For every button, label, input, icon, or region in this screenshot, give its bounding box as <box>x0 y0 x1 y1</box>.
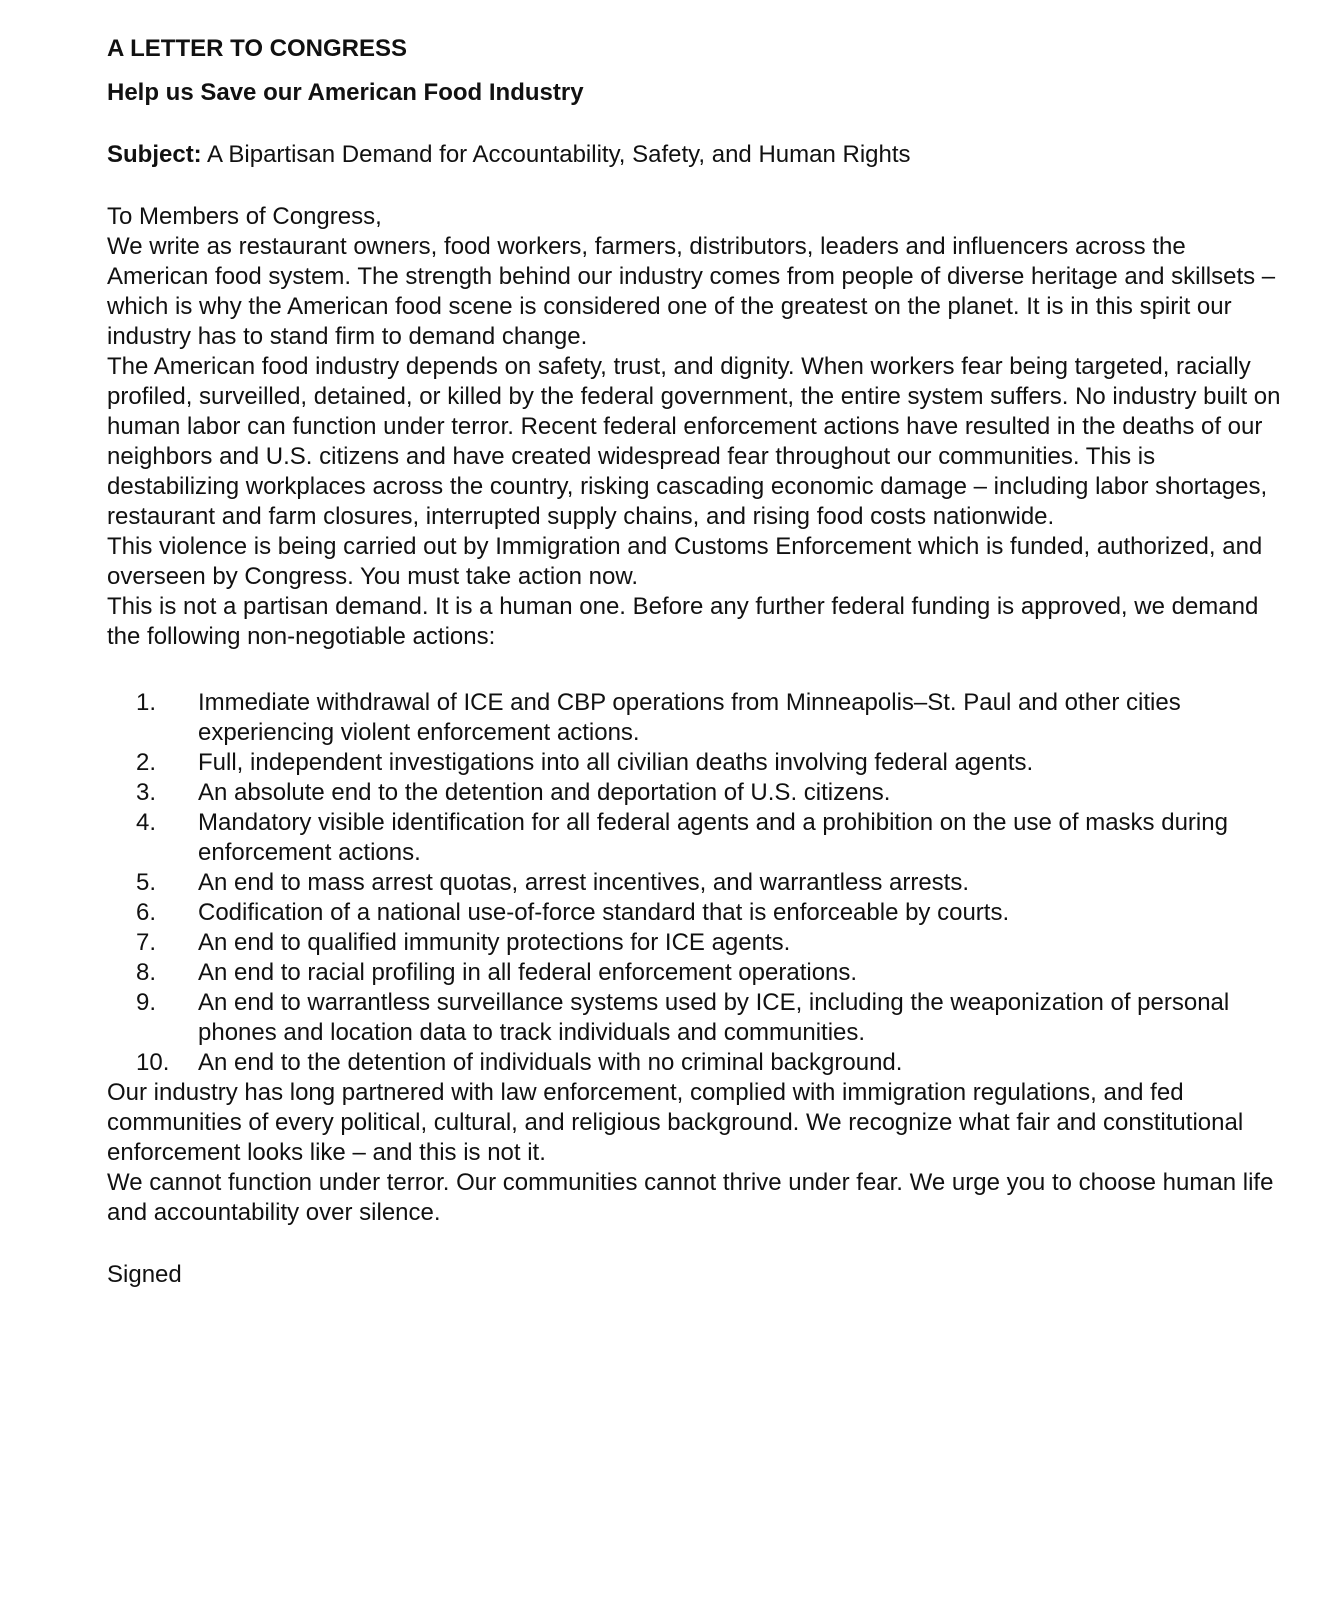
list-item <box>107 898 1287 928</box>
list-item <box>107 688 1287 748</box>
list-item-number: 8. <box>136 959 157 986</box>
letter-subtitle: Help us Save our American Food Industry <box>107 79 584 106</box>
list-item <box>107 748 1287 778</box>
list-item-text: Immediate withdrawal of ICE and CBP operations from Minneapolis–St. Paul and other cities experiencing violent enforcement actions. <box>198 689 1181 746</box>
list-item-number: 7. <box>136 929 157 956</box>
subject-text: A Bipartisan Demand for Accountability, Safety, and Human Rights <box>201 141 911 168</box>
list-item <box>107 808 1287 868</box>
paragraph-safety: The American food industry depends on safety, trust, and dignity. When workers fear being targeted, racially profiled, surveilled, detained, or killed by the federal government, the entire system suffers. No industry built on human labor can function under terror. Recent federal enforcement actions have resulted in the deaths of our neighbors and U.S. citizens and have created widespread fear throughout our communities. This is destabilizing workplaces across the country, risking cascading economic damage – including labor shortages, restaurant and farm closures, interrupted supply chains, and rising food costs nationwide. <box>107 353 1281 530</box>
demands-list <box>107 688 1287 1078</box>
list-item-text: An end to qualified immunity protections for ICE agents. <box>198 929 791 956</box>
list-item-text: An end to mass arrest quotas, arrest incentives, and warrantless arrests. <box>198 869 970 896</box>
list-item-number: 5. <box>136 869 157 896</box>
list-item-number: 10. <box>136 1049 170 1076</box>
list-item-number: 1. <box>136 689 157 716</box>
list-item-number: 3. <box>136 779 157 806</box>
subject-label: Subject: <box>107 141 202 168</box>
salutation: To Members of Congress, <box>107 203 382 230</box>
list-item <box>107 868 1287 898</box>
paragraph-partnership: Our industry has long partnered with law enforcement, complied with immigration regulations, and fed communities of every political, cultural, and religious background. We recognize what fair and constitutional enforcement looks like – and this is not it. <box>107 1079 1244 1166</box>
list-item-text: An end to warrantless surveillance systems used by ICE, including the weaponization of personal phones and location data to track individuals and communities. <box>198 989 1230 1046</box>
list-item-number: 6. <box>136 899 157 926</box>
signature-line: Signed <box>107 1261 182 1288</box>
list-item <box>107 778 1287 808</box>
list-item-number: 9. <box>136 989 157 1016</box>
list-item <box>107 988 1287 1048</box>
list-item-number: 2. <box>136 749 157 776</box>
paragraph-closing: We cannot function under terror. Our communities cannot thrive under fear. We urge you to choose human life and accountability over silence. <box>107 1169 1274 1226</box>
list-item-text: Full, independent investigations into all civilian deaths involving federal agents. <box>198 749 1034 776</box>
list-item-text: An absolute end to the detention and deportation of U.S. citizens. <box>198 779 891 806</box>
list-item-text: Mandatory visible identification for all federal agents and a prohibition on the use of masks during enforcement actions. <box>198 809 1228 866</box>
list-item <box>107 958 1287 988</box>
subject-line <box>107 140 1287 170</box>
letter-title: A LETTER TO CONGRESS <box>107 35 408 62</box>
list-item-text: An end to the detention of individuals with no criminal background. <box>198 1049 903 1076</box>
list-item-text: An end to racial profiling in all federal enforcement operations. <box>198 959 858 986</box>
paragraph-violence: This violence is being carried out by Immigration and Customs Enforcement which is funded, authorized, and overseen by Congress. You must take action now. <box>107 533 1263 590</box>
list-item <box>107 928 1287 958</box>
paragraph-intro: We write as restaurant owners, food workers, farmers, distributors, leaders and influencers across the American food system. The strength behind our industry comes from people of diverse heritage and skillsets – which is why the American food scene is considered one of the greatest on the planet. It is in this spirit our industry has to stand firm to demand change. <box>107 233 1276 350</box>
letter-body <box>107 34 1287 1290</box>
paragraph-demand-intro: This is not a partisan demand. It is a human one. Before any further federal funding is approved, we demand the following non-negotiable actions: <box>107 593 1259 650</box>
list-item <box>107 1048 1287 1078</box>
list-item-text: Codification of a national use-of-force standard that is enforceable by courts. <box>198 899 1010 926</box>
list-item-number: 4. <box>136 809 157 836</box>
